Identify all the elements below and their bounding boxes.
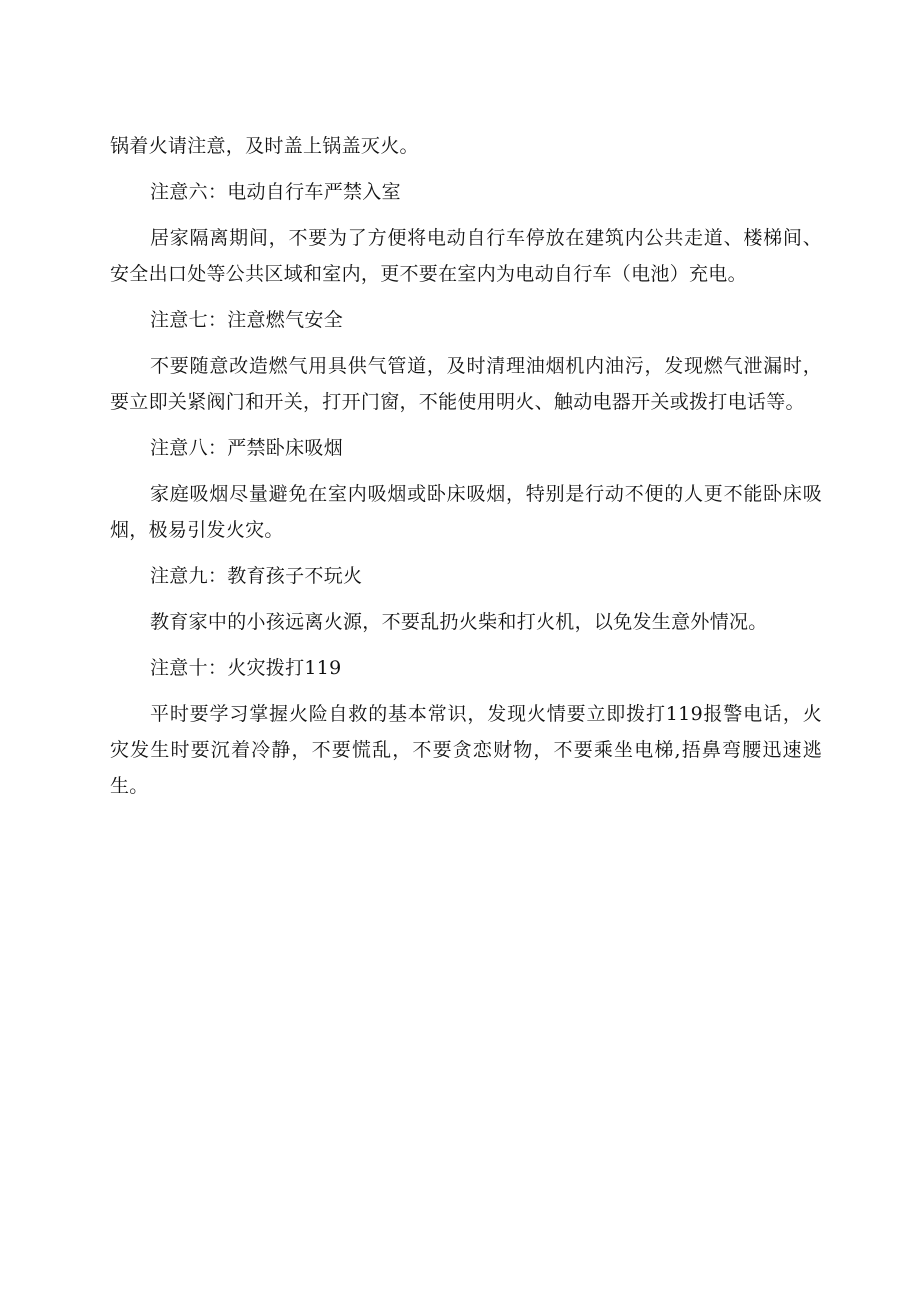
section-body-9: 教育家中的小孩远离火源，不要乱扔火柴和打火机，以免发生意外情况。 <box>150 611 768 633</box>
section-body-10: 平时要学习掌握火险自救的基本常识，发现火情要立即拨打119报警电话，火灾发生时要沉着冷静，不要慌乱，不要贪恋财物，不要乘坐电梯,捂鼻弯腰迅速逃生。 <box>110 703 822 797</box>
section-heading-9: 注意九：教育孩子不玩火 <box>150 565 363 587</box>
section-body-8: 家庭吸烟尽量避免在室内吸烟或卧床吸烟，特别是行动不便的人更不能卧床吸烟，极易引发火灾。 <box>110 483 822 541</box>
section-heading-10: 注意十：火灾拨打119 <box>150 657 342 679</box>
section-heading-6: 注意六：电动自行车严禁入室 <box>150 181 401 203</box>
section-heading-7: 注意七：注意燃气安全 <box>150 309 344 331</box>
section-body-6: 居家隔离期间，不要为了方便将电动自行车停放在建筑内公共走道、楼梯间、安全出口处等公共区域和室内，更不要在室内为电动自行车（电池）充电。 <box>110 227 822 285</box>
intro-tail-paragraph: 锅着火请注意，及时盖上锅盖灭火。 <box>110 135 419 157</box>
section-body-7: 不要随意改造燃气用具供气管道，及时清理油烟机内油污，发现燃气泄漏时，要立即关紧阀门和开关，打开门窗，不能使用明火、触动电器开关或拨打电话等。 <box>110 355 822 413</box>
document-body <box>110 128 822 804</box>
section-heading-8: 注意八：严禁卧床吸烟 <box>150 437 344 459</box>
